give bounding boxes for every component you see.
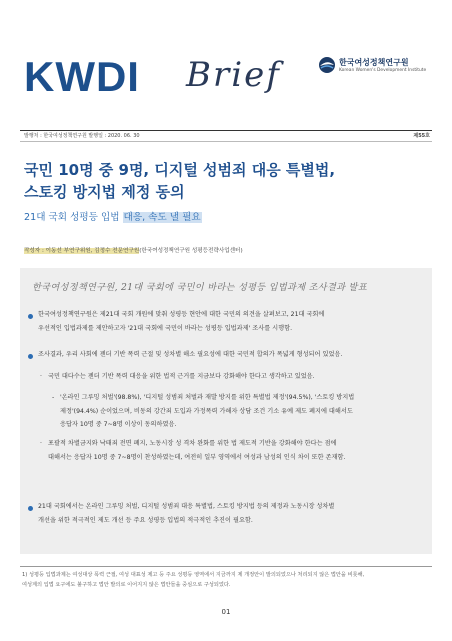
footnote-line2: 여성계의 입법 요구에도 불구하고 법안 발의로 이어지지 않은 법안들을 중심으로 구성되었다. xyxy=(22,582,231,588)
bullet-dot-icon xyxy=(28,506,33,511)
subtitle-prefix: 21대 국회 성평등 입법 xyxy=(24,212,123,223)
handwritten-title: 한국여성정책연구원, 21대 국회에 국민이 바라는 성평등 입법과제 조사결과 발표 xyxy=(32,282,367,293)
summary-p5-line1: 포괄적 차별금지와 낙태죄 전면 폐지, 노동시장 성 격차 완화를 위한 법 제도적 기반을 강화해야 한다는 점에 xyxy=(48,440,337,447)
summary-p4-line2: 제정'(94.4%) 순이었으며, 비동의 강간죄 도입과 가정폭력 가해자 상담 조건 기소 유예 제도 폐지에 대해서도 xyxy=(60,407,353,415)
kwdi-logo: KWDI xyxy=(24,53,140,100)
author-names: 작성자 : 이동선 부연구위원, 김정수 전문연구원 xyxy=(24,248,140,254)
institute-name-en: Korean Women's Development Institute xyxy=(339,68,427,73)
summary-p1-line2: 우선적인 입법과제를 제안하고자 '21대 국회에 국민이 바라는 성평등 입법과제' 조사를 시행함. xyxy=(38,324,293,332)
small-bullet-icon: · xyxy=(40,373,42,380)
summary-p6-line2: 개선을 위한 적극적인 제도 개선 등 주요 성평등 입법의 적극적인 추진이 필요함. xyxy=(38,516,253,524)
title-line-2: 스토킹 방지법 제정 동의 xyxy=(24,183,185,201)
institute-name: 한국여성정책연구원 xyxy=(339,58,409,67)
summary-p4-line3: 응답자 10명 중 7~8명 이상이 동의하였음. xyxy=(60,421,177,428)
institute-logo-icon xyxy=(318,56,336,74)
subtitle xyxy=(24,209,202,223)
summary-p1-line1: 한국여성정책연구원은 제21대 국회 개원에 맞춰 성평등 현안에 대한 국민의 의견을 살펴보고, 21대 국회에 xyxy=(38,311,325,318)
summary-paragraph-2: 조사결과, 우리 사회에 젠더 기반 폭력 근절 및 성차별 해소 필요성에 대한 국민적 합의가 폭넓게 형성되어 있었음. xyxy=(38,351,343,358)
summary-paragraph-6 xyxy=(38,500,334,527)
issue-number: 제55호 xyxy=(413,133,430,139)
bullet-dot-icon xyxy=(28,354,33,359)
page-number: 01 xyxy=(221,608,231,616)
summary-paragraph-3: 국민 대다수는 젠더 기반 폭력 대응을 위한 법적 근거를 지금보다 강화해야 한다고 생각하고 있었음. xyxy=(48,373,315,380)
footnote xyxy=(22,570,432,590)
author-affiliation: (한국여성정책연구원 성평등전략사업센터) xyxy=(139,248,243,254)
summary-paragraph-4 xyxy=(60,391,354,432)
small-bullet-icon: · xyxy=(40,440,42,447)
page-title xyxy=(24,159,424,203)
dash-bullet-icon: - xyxy=(52,394,55,401)
subtitle-highlight: 대응, 속도 낼 필요 xyxy=(123,212,201,223)
summary-p4-line1: '온라인 그루밍 처벌'(98.8%), '디지털 성범죄 처벌과 재발 방지를 위한 특별법 제정'(94.5%), '스토킹 방지법 xyxy=(60,394,355,401)
footnote-divider xyxy=(20,566,432,567)
author-line xyxy=(24,246,243,254)
brief-logo: Brief xyxy=(186,55,281,95)
publication-meta: 발행처 : 한국여성정책연구원 발행일 : 2020. 06. 30 xyxy=(24,133,140,139)
summary-p5-line2: 대해서는 응답자 10명 중 7~8명이 찬성하였는데, 여전히 일부 영역에서 여성과 남성의 인식 차이 또한 존재함. xyxy=(48,453,346,461)
title-line-1: 국민 10명 중 9명, 디지털 성범죄 대응 특별법, xyxy=(24,161,336,179)
summary-paragraph-1 xyxy=(38,308,324,335)
summary-paragraph-5 xyxy=(48,437,345,464)
footnote-line1: 1) 성평등 입법과제는 여성대상 폭력 근절, 여성 대표성 제고 등 주요 성평등 영역에서 지금까지 제 개정안이 발의되었으나 처리되지 않은 법안을 비롯해, xyxy=(22,572,365,578)
bullet-dot-icon xyxy=(28,314,33,319)
summary-p6-line1: 21대 국회에서는 온라인 그루밍 처벌, 디지털 성범죄 대응 특별법, 스토킹 방지법 등의 제정과 노동시장 성차별 xyxy=(38,503,335,510)
